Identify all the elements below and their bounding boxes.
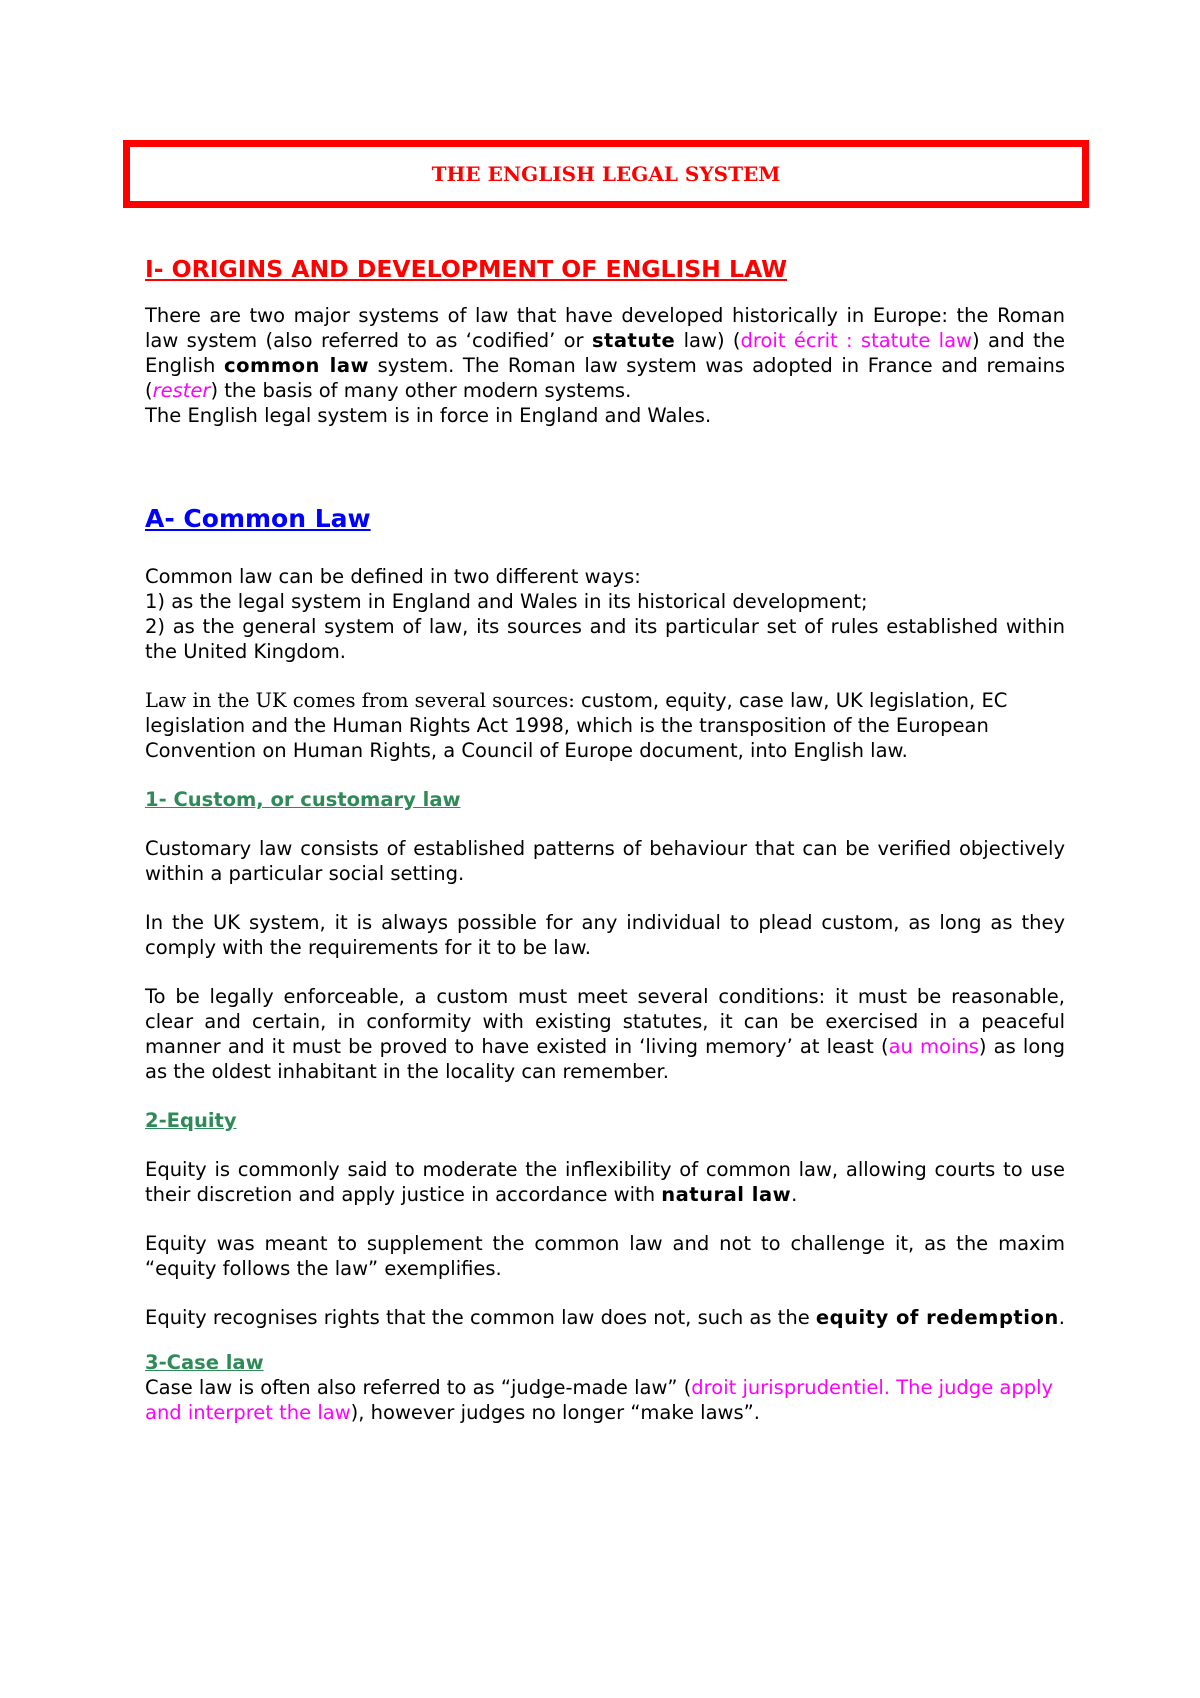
definition-line-1: Common law can be defined in two different ways: [145, 565, 641, 588]
definition-line-2: 1) as the legal system in England and Wales in its historical development; [145, 590, 868, 613]
document-body [145, 254, 1065, 1425]
subheading-case-law: 3-Case law [145, 1351, 264, 1374]
subheading-equity: 2-Equity [145, 1109, 237, 1132]
bold-term-natural-law: natural law [661, 1183, 792, 1206]
intro-line-2: The English legal system is in force in England and Wales. [145, 404, 712, 427]
title-box [123, 140, 1089, 208]
custom-paragraph-2: In the UK system, it is always possible for any individual to plead custom, as long as they comply with the requirements for it to be law. [145, 911, 1065, 959]
french-gloss-droit-jurisprudentiel: droit jurisprudentiel. The judge apply and interpret the law [145, 1376, 1054, 1424]
equity-paragraph-3: Equity recognises rights that the common law does not, such as the equity of redemption. [145, 1306, 1065, 1329]
document-title: THE ENGLISH LEGAL SYSTEM [431, 162, 781, 186]
definition-line-3: 2) as the general system of law, its sources and its particular set of rules established within the United Kingdom. [145, 615, 1065, 663]
french-gloss-droit-ecrit: droit écrit : statute law [740, 329, 972, 352]
bold-term-common-law: common law [224, 354, 369, 377]
equity-paragraph-1: Equity is commonly said to moderate the inflexibility of common law, allowing courts to use their discretion and apply justice in accordance with natural law. [145, 1158, 1065, 1206]
bold-term-equity-of-redemption: equity of redemption [815, 1306, 1059, 1329]
custom-paragraph-1: Customary law consists of established patterns of behaviour that can be verified objectively within a particular social setting. [145, 837, 1065, 885]
french-gloss-rester: rester [152, 379, 211, 402]
case-law-paragraph: Case law is often also referred to as “judge-made law” (droit jurisprudentiel. The judge apply and interpret the law), however judges no longer “make laws”. [145, 1376, 1054, 1424]
equity-paragraph-2: Equity was meant to supplement the common law and not to challenge it, as the maxim “equity follows the law” exemplifies. [145, 1232, 1065, 1280]
section-heading-origins: I- ORIGINS AND DEVELOPMENT OF ENGLISH LAW [145, 255, 788, 283]
intro-paragraph: There are two major systems of law that have developed historically in Europe: the Roman law system (also referred to as ‘codified’ or statute law) (droit écrit : statute law) and the English common law system. The Roman law system was adopted in France and remains (rester) the basis of many other modern systems. [145, 304, 1066, 402]
custom-paragraph-3: To be legally enforceable, a custom must meet several conditions: it must be reasonable, clear and certain, in conformity with existing statutes, it can be exercised in a peaceful manner and it must be proved to have existed in ‘living memory’ at least (au moins) as long as the oldest inhabitant in the locality can remember. [145, 985, 1065, 1083]
sources-paragraph: Law in the UK comes from several sources: custom, equity, case law, UK legislation, EC legislation and the Human Rights Act 1998, which is the transposition of the European Convention on Human Rights, a Council of Europe document, into English law. [145, 689, 1008, 762]
subheading-custom: 1- Custom, or customary law [145, 788, 461, 811]
section-heading-common-law: A- Common Law [145, 504, 371, 533]
french-gloss-au-moins: au moins [888, 1035, 979, 1058]
bold-term-statute: statute [591, 329, 676, 352]
